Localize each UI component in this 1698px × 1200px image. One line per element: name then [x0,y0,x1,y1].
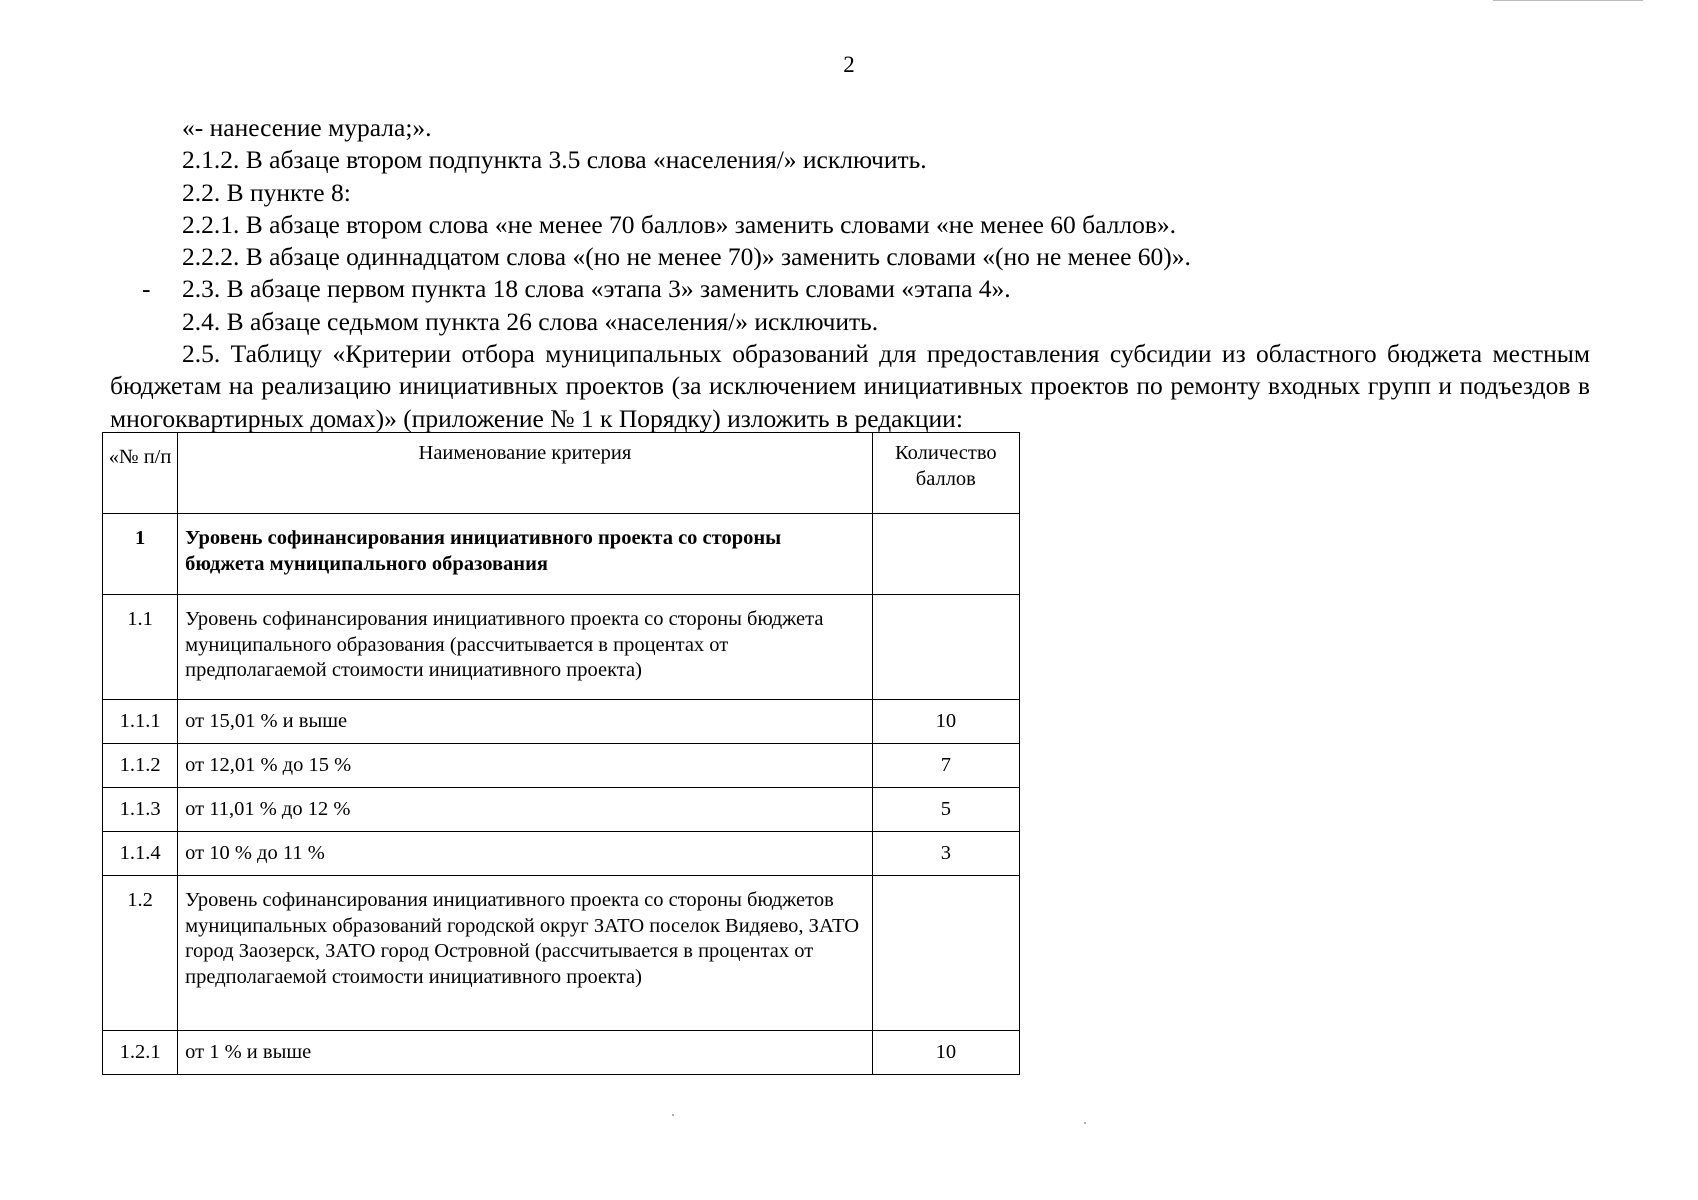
table-row [103,788,1020,832]
scan-speck [1084,1122,1086,1124]
row-score-cell [872,876,1019,1031]
row-num-cell: 1.2.1 [103,1031,178,1075]
row-name-cell: Уровень софинансирования инициативного проекта со стороны бюджета муниципального образования [178,514,873,595]
row-name-cell: Уровень софинансирования инициативного проекта со стороны бюджетов муниципальных образований городской округ ЗАТО поселок Видяево, ЗАТО город Заозерск, ЗАТО город Островной (рассчитывается в процентах от предполагаемой стоимости инициативного проекта) [178,876,873,1031]
row-score-cell: 7 [872,744,1019,788]
row-num-cell: 1.2 [103,876,178,1031]
row-name-cell: от 11,01 % до 12 % [178,788,873,832]
row-num-cell: 1.1.2 [103,744,178,788]
row-name-cell: от 10 % до 11 % [178,832,873,876]
paragraph-2-1-2: 2.1.2. В абзаце втором подпункта 3.5 слова «населения/» исключить. [182,145,927,175]
paragraph-2-5: 2.5. Таблицу «Критерии отбора муниципальных образований для предоставления субсидии из областного бюджета местным бюджетам на реализацию инициативных проектов (за исключением инициативных проектов по ремонту входных групп и подъездов в многоквартирных домах)» (приложение № 1 к Порядку) изложить в редакции: [110,339,1590,433]
table-row [103,832,1020,876]
scan-speck [672,1114,674,1116]
row-score-cell: 5 [872,788,1019,832]
row-num-cell: 1.1.3 [103,788,178,832]
page-number: 2 [843,52,855,77]
table-row [103,595,1020,700]
paragraph-2-2-1: 2.2.1. В абзаце втором слова «не менее 70 баллов» заменить словами «не менее 60 баллов». [182,209,1177,239]
table-row [103,744,1020,788]
margin-mark: - [142,274,151,304]
row-score-cell [872,514,1019,595]
table-row [103,514,1020,595]
paragraph-2-2: 2.2. В пункте 8: [182,177,351,207]
criteria-table [102,432,1020,1075]
header-score-cell: Количество баллов [872,433,1019,514]
row-score-cell: 3 [872,832,1019,876]
row-name-cell: Уровень софинансирования инициативного проекта со стороны бюджета муниципального образования (рассчитывается в процентах от предполагаемой стоимости инициативного проекта) [178,595,873,700]
row-name-cell: от 12,01 % до 15 % [178,744,873,788]
table-row [103,1031,1020,1075]
row-name-cell: от 15,01 % и выше [178,700,873,744]
header-name-cell: Наименование критерия [178,433,873,514]
paragraph-mural: «- нанесение мурала;». [182,113,432,142]
row-num-cell: 1.1.4 [103,832,178,876]
row-score-cell: 10 [872,700,1019,744]
document-body [110,112,1590,435]
table-header-row [103,433,1020,514]
table-row [103,700,1020,744]
row-num-cell: 1.1.1 [103,700,178,744]
header-num-cell: «№ п/п [103,433,178,514]
paragraph-2-4: 2.4. В абзаце седьмом пункта 26 слова «населения/» исключить. [182,306,879,336]
row-num-cell: 1.1 [103,595,178,700]
paragraph-2-3-wrapper [110,273,1590,305]
row-name-cell: от 1 % и выше [178,1031,873,1075]
row-score-cell [872,595,1019,700]
table-row [103,876,1020,1031]
row-score-cell: 10 [872,1031,1019,1075]
paragraph-2-2-2: 2.2.2. В абзаце одиннадцатом слова «(но не менее 70)» заменить словами «(но не менее 60)». [182,242,1191,272]
paragraph-2-3: 2.3. В абзаце первом пункта 18 слова «этапа 3» заменить словами «этапа 4». [182,274,1011,304]
row-num-cell: 1 [103,514,178,595]
scan-edge-mark [1493,0,1643,4]
